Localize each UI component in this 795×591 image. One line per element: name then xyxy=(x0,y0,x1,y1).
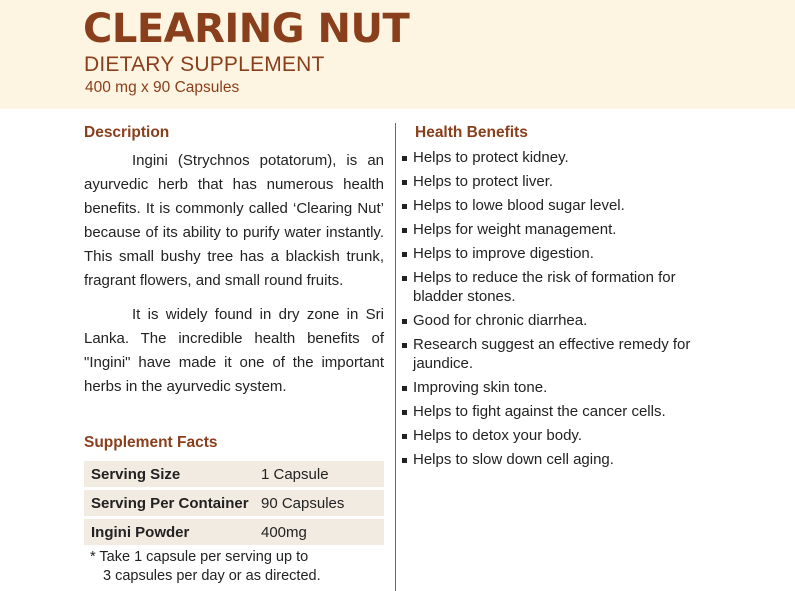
facts-label: Serving Size xyxy=(84,461,254,487)
supplement-facts-table xyxy=(84,458,384,548)
facts-label: Serving Per Container xyxy=(84,490,254,516)
list-item: Helps to fight against the cancer cells. xyxy=(402,402,710,421)
description-heading: Description xyxy=(84,124,170,141)
description-paragraph: It is widely found in dry zone in Sri Lanka. The incredible health benefits of "Ingini" have made it one of the important herbs in the ayurvedic system. xyxy=(84,306,384,395)
table-row xyxy=(84,461,384,487)
column-divider xyxy=(395,123,396,591)
list-item: Helps to detox your body. xyxy=(402,426,710,445)
facts-label: Ingini Powder xyxy=(84,519,254,545)
usage-note-line: * Take 1 capsule per serving up to xyxy=(90,549,309,565)
supplement-facts-heading: Supplement Facts xyxy=(84,434,218,451)
list-item: Helps for weight management. xyxy=(402,220,710,239)
table-row xyxy=(84,490,384,516)
health-benefits-list xyxy=(402,148,710,474)
list-item: Helps to lowe blood sugar level. xyxy=(402,196,710,215)
list-item: Helps to protect liver. xyxy=(402,172,710,191)
description-text xyxy=(84,149,384,399)
facts-value: 400mg xyxy=(254,519,384,545)
list-item: Research suggest an effective remedy for jaundice. xyxy=(402,335,710,373)
table-row xyxy=(84,519,384,545)
dosage-info: 400 mg x 90 Capsules xyxy=(85,79,240,96)
list-item: Helps to protect kidney. xyxy=(402,148,710,167)
list-item: Improving skin tone. xyxy=(402,378,710,397)
health-benefits-heading: Health Benefits xyxy=(415,124,528,141)
list-item: Helps to slow down cell aging. xyxy=(402,450,710,469)
usage-note xyxy=(90,548,321,586)
list-item: Helps to reduce the risk of formation for bladder stones. xyxy=(402,268,710,306)
product-title: CLEARING NUT xyxy=(83,6,410,52)
list-item: Good for chronic diarrhea. xyxy=(402,311,710,330)
header-banner xyxy=(0,0,795,109)
facts-value: 90 Capsules xyxy=(254,490,384,516)
description-paragraph: Ingini (Strychnos potatorum), is an ayurvedic herb that has numerous health benefits. It is commonly called ‘Clearing Nut’ because of its ability to purify water instantly. This small bushy tree has a blackish trunk, fragrant flowers, and small round fruits. xyxy=(84,152,384,289)
facts-value: 1 Capsule xyxy=(254,461,384,487)
product-subtitle: DIETARY SUPPLEMENT xyxy=(84,53,325,76)
usage-note-line: 3 capsules per day or as directed. xyxy=(103,568,321,584)
list-item: Helps to improve digestion. xyxy=(402,244,710,263)
